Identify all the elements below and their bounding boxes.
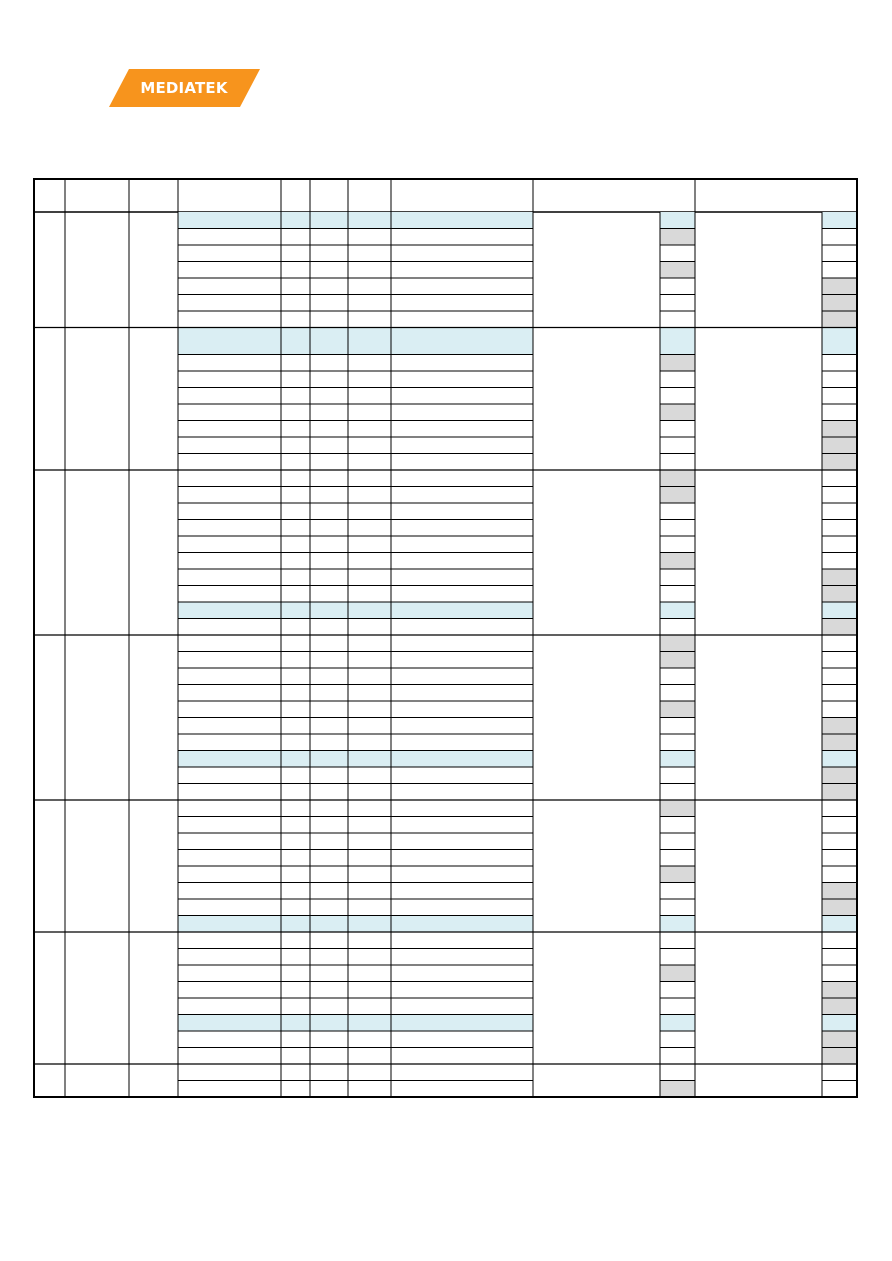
gray-cell xyxy=(822,1048,857,1065)
gray-cell xyxy=(660,635,695,652)
gray-cell xyxy=(822,437,857,454)
highlighted-cell xyxy=(660,328,695,355)
gray-cell xyxy=(660,965,695,982)
highlighted-cell xyxy=(660,212,695,229)
table-header xyxy=(34,179,857,212)
gray-cell xyxy=(822,619,857,636)
gray-cell xyxy=(660,701,695,718)
highlighted-cell xyxy=(660,602,695,619)
highlighted-cell xyxy=(660,1015,695,1032)
gray-cell xyxy=(660,262,695,279)
highlighted-row xyxy=(178,212,533,229)
gray-cell xyxy=(660,652,695,669)
gray-cell xyxy=(660,553,695,570)
highlighted-cell xyxy=(822,751,857,768)
gray-cell xyxy=(822,982,857,999)
gray-cell xyxy=(822,569,857,586)
gray-cell xyxy=(822,998,857,1015)
highlighted-cell xyxy=(822,602,857,619)
highlighted-row xyxy=(178,751,533,768)
highlighted-row xyxy=(178,602,533,619)
logo-text: MEDIATEK xyxy=(140,79,228,97)
gray-cell xyxy=(660,355,695,372)
gray-cell xyxy=(822,311,857,328)
gray-cell xyxy=(660,1081,695,1098)
gray-cell xyxy=(822,718,857,735)
highlighted-cell xyxy=(822,1015,857,1032)
highlighted-cell xyxy=(822,212,857,229)
gray-cell xyxy=(660,470,695,487)
gray-cell xyxy=(822,734,857,751)
highlighted-cell xyxy=(660,751,695,768)
highlighted-row xyxy=(178,916,533,933)
gray-cell xyxy=(660,229,695,246)
table-border xyxy=(34,179,857,1097)
gray-cell xyxy=(822,1031,857,1048)
highlighted-cell xyxy=(822,916,857,933)
highlighted-cell xyxy=(822,328,857,355)
gray-cell xyxy=(660,866,695,883)
highlighted-cell xyxy=(660,916,695,933)
gray-cell xyxy=(660,487,695,504)
highlighted-row xyxy=(178,328,533,355)
gray-cell xyxy=(822,421,857,438)
gray-cell xyxy=(822,899,857,916)
gray-cell xyxy=(822,883,857,900)
gray-cell xyxy=(660,800,695,817)
gray-cell xyxy=(822,278,857,295)
gray-cell xyxy=(822,784,857,801)
gray-cell xyxy=(660,404,695,421)
gray-cell xyxy=(822,454,857,471)
cell-fills xyxy=(178,212,857,1097)
gray-cell xyxy=(822,295,857,312)
gray-cell xyxy=(822,767,857,784)
highlighted-row xyxy=(178,1015,533,1032)
gray-cell xyxy=(822,586,857,603)
